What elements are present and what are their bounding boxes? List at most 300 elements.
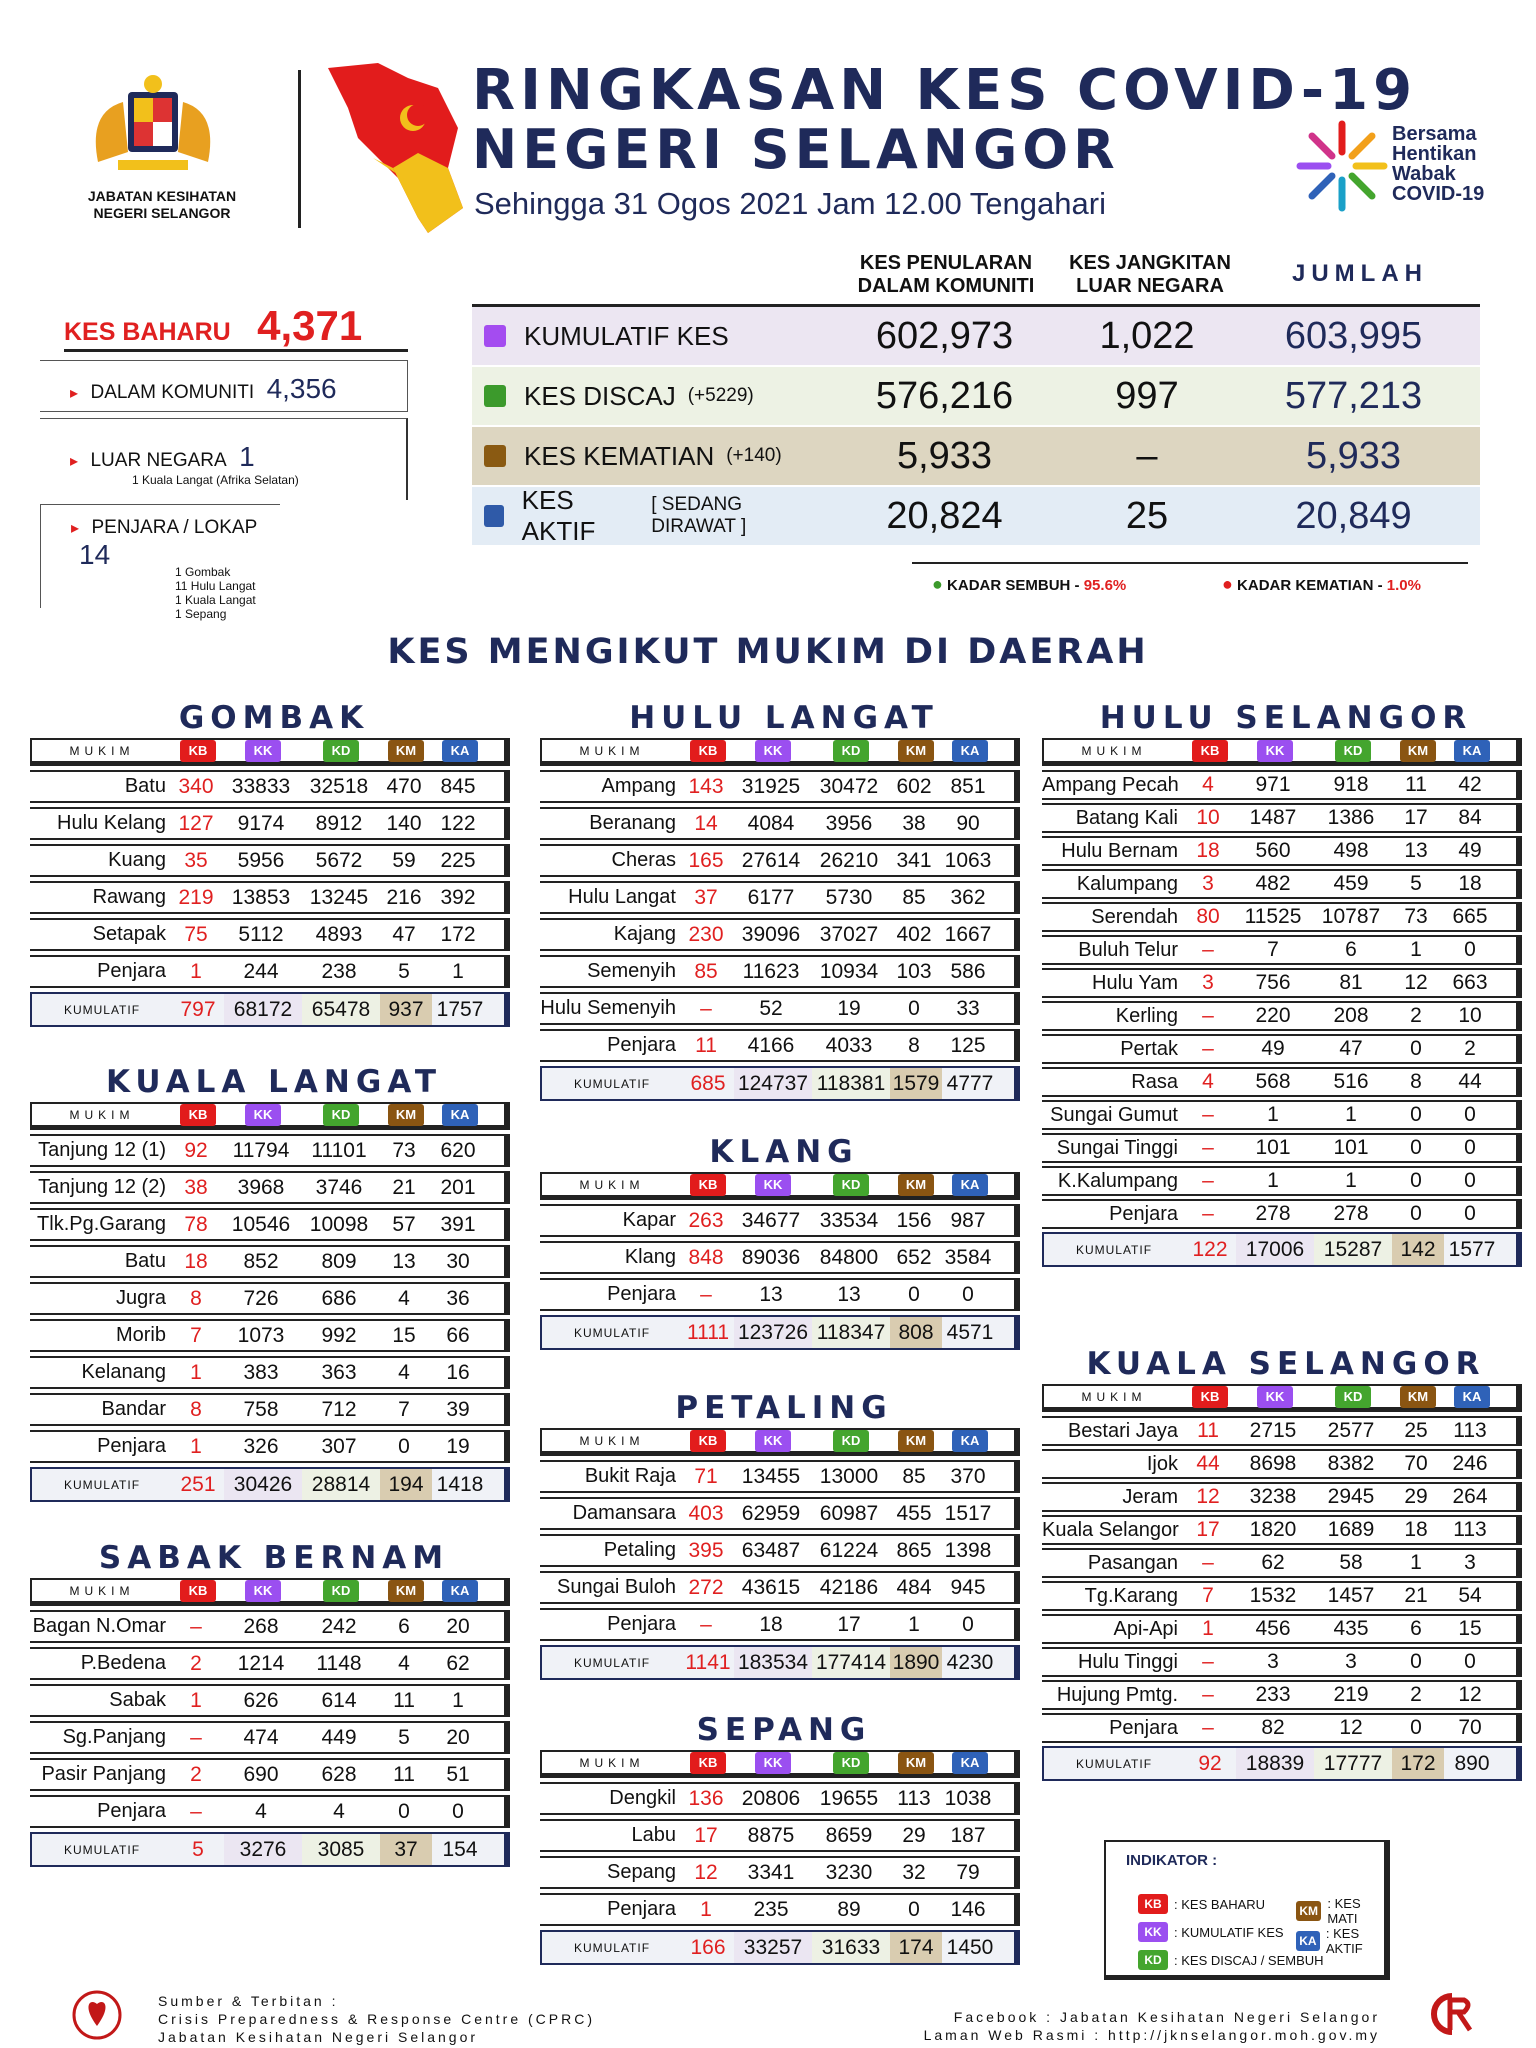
cell-kk: 13 (759, 1282, 783, 1306)
header-cell (380, 1580, 432, 1602)
cell-kb: 1 (1202, 1617, 1214, 1640)
cell-km: 13 (392, 1249, 416, 1273)
mukim-name: Jugra (115, 1287, 166, 1309)
cell-kb: 127 (178, 811, 214, 835)
cell-kk: 3 (1267, 1650, 1279, 1673)
header-kb-pill: KB (180, 1104, 216, 1126)
total-km: 37 (380, 1834, 432, 1865)
total-km: 1579 (890, 1068, 942, 1099)
summary-row-label (472, 441, 822, 472)
cell-kd: 42186 (819, 1575, 879, 1599)
cell-ka: 113 (1453, 1419, 1487, 1442)
cell-kk: 474 (243, 1725, 279, 1749)
header-km-pill: KM (388, 740, 424, 762)
total-ka: 1418 (436, 1472, 484, 1496)
mukim-name: Sepang (607, 1861, 676, 1883)
header-divider (298, 70, 301, 228)
cell-kk: 690 (243, 1762, 279, 1786)
summary-label-text: KES DISCAJ (524, 380, 676, 411)
cell-ka: 10 (1458, 1004, 1482, 1027)
mukim-name: Tanjung 12 (1) (38, 1139, 166, 1161)
district-table (1042, 1384, 1522, 1781)
table-row (540, 1029, 1020, 1062)
district-table (30, 1578, 510, 1867)
cell-kb: 263 (688, 1208, 724, 1232)
cell-km: 0 (1410, 1202, 1422, 1225)
cell-kd: 712 (321, 1397, 357, 1421)
table-row (540, 918, 1020, 951)
mukim-name: Penjara (607, 1034, 676, 1056)
header-ka-pill: KA (442, 1104, 478, 1126)
cell-km: 13 (1404, 839, 1428, 862)
cell-kb: 92 (184, 1138, 208, 1162)
table-row (30, 1721, 510, 1754)
mukim-name: Tg.Karang (1084, 1584, 1178, 1607)
table-row (1042, 935, 1522, 965)
cell-kb: 10 (1196, 806, 1220, 829)
cell-kk: 4084 (747, 811, 795, 835)
district-table (540, 1172, 1020, 1350)
cell-kd: 89 (837, 1897, 861, 1921)
header-kd-pill: KD (1335, 1386, 1371, 1408)
header-kk-pill: KK (755, 1752, 791, 1774)
total-ka: 4571 (946, 1320, 994, 1344)
total-label: KUMULATIF (1075, 1242, 1153, 1257)
community-box (40, 360, 408, 412)
table-row (1042, 1515, 1522, 1545)
death-value: 1.0% (1386, 577, 1421, 594)
table-row (1042, 1034, 1522, 1064)
cell-km: 6 (1410, 1617, 1422, 1640)
mukim-name: Penjara (607, 1283, 676, 1305)
header-cell (942, 1752, 998, 1774)
cell-km: 5 (1410, 872, 1422, 895)
table-total-row (30, 992, 510, 1027)
cell-kb: – (1202, 1169, 1214, 1192)
cell-kb: 395 (688, 1538, 724, 1562)
recovery-rate (932, 574, 1126, 595)
header-kk-pill: KK (245, 1580, 281, 1602)
header-cell (172, 740, 224, 762)
cell-km: 1 (908, 1612, 920, 1636)
district-title: KUALA LANGAT (105, 1064, 443, 1100)
summary-community: 576,216 (875, 374, 1014, 417)
cell-kd: 498 (1333, 839, 1369, 862)
cell-kd: 101 (1333, 1136, 1369, 1159)
cell-km: 85 (902, 885, 926, 909)
table-header-row (1042, 738, 1522, 766)
cell-kd: 33534 (819, 1208, 879, 1232)
table-total-row (1042, 1232, 1522, 1267)
cell-kb: 17 (694, 1823, 718, 1847)
header-cell (432, 740, 488, 762)
moh-seal-icon (62, 1990, 132, 2040)
table-row (540, 1782, 1020, 1815)
summary-community: 5,933 (896, 434, 993, 477)
cell-km: 47 (392, 922, 416, 946)
legend-km (1296, 1896, 1384, 1926)
table-row (1042, 1647, 1522, 1677)
cell-kk: 34677 (741, 1208, 801, 1232)
campaign-line: Bersama (1392, 123, 1477, 145)
header-kk-pill: KK (755, 1430, 791, 1452)
total-kb: 122 (1192, 1237, 1228, 1261)
cell-km: 0 (1410, 1169, 1422, 1192)
cell-ka: 113 (1453, 1518, 1487, 1541)
mukim-name: Ampang Pecah (1042, 773, 1179, 796)
cell-kb: 3 (1202, 872, 1214, 895)
mukim-name: Batang Kali (1075, 806, 1178, 829)
table-row (1042, 1199, 1522, 1229)
cell-kb: 11 (1197, 1419, 1219, 1442)
cell-ka: 1038 (944, 1786, 992, 1810)
cell-km: 4 (398, 1286, 410, 1310)
table-row (30, 807, 510, 840)
district-table (540, 738, 1020, 1101)
table-total-row (540, 1645, 1020, 1680)
cell-km: 8 (1410, 1070, 1422, 1093)
header-cell (734, 1430, 812, 1452)
total-label: KUMULATIF (573, 1076, 651, 1091)
imported-box (40, 418, 408, 500)
table-row (1042, 1449, 1522, 1479)
header-kb-pill: KB (1192, 740, 1228, 762)
header-kb-pill: KB (1192, 1386, 1228, 1408)
total-kk: 3276 (224, 1834, 302, 1865)
table-row (30, 918, 510, 951)
red-dot-icon: ● (1222, 574, 1233, 594)
legend-ka-text: : KES AKTIF (1325, 1926, 1363, 1956)
cell-kd: 628 (321, 1762, 357, 1786)
cell-kk: 756 (1255, 971, 1291, 994)
total-kk: 33257 (734, 1932, 812, 1963)
footer-contact (860, 2008, 1380, 2044)
cell-kb: 44 (1196, 1452, 1220, 1475)
green-dot-icon: ● (932, 574, 943, 594)
header-cell (1236, 740, 1314, 762)
new-cases-header (64, 302, 408, 352)
header-kk-pill: KK (755, 740, 791, 762)
header-kd-pill: KD (1335, 740, 1371, 762)
total-km: 937 (380, 994, 432, 1025)
cell-kb: – (190, 1799, 202, 1823)
table-row (30, 770, 510, 803)
cell-kk: 11794 (232, 1138, 290, 1162)
mukim-name: Dengkil (609, 1787, 676, 1809)
header-km-pill: KM (898, 740, 934, 762)
header-kb-pill: KB (690, 740, 726, 762)
table-row (540, 1460, 1020, 1493)
legend-kk (1138, 1922, 1284, 1942)
header-kb-pill: KB (180, 1580, 216, 1602)
district-table (1042, 738, 1522, 1267)
cell-ka: 20 (446, 1614, 470, 1638)
cell-kd: 8659 (825, 1823, 873, 1847)
cell-ka: 0 (1464, 1103, 1476, 1126)
header-cell (942, 1174, 998, 1196)
district-title: PETALING (675, 1390, 893, 1426)
cell-km: 602 (896, 774, 932, 798)
mukim-name: Pasir Panjang (41, 1763, 166, 1785)
header-ka-pill: KA (442, 1580, 478, 1602)
cell-km: 0 (1410, 1136, 1422, 1159)
cell-ka: 187 (950, 1823, 986, 1847)
cell-kb: – (700, 1282, 712, 1306)
header-km-pill: KM (1400, 1386, 1436, 1408)
district-table (540, 1750, 1020, 1965)
cell-kk: 3341 (747, 1860, 795, 1884)
cell-ka: 370 (950, 1464, 986, 1488)
total-kk: 124737 (734, 1068, 812, 1099)
cell-kk: 852 (243, 1249, 279, 1273)
total-km: 142 (1392, 1234, 1444, 1265)
header-kd-pill: KD (323, 1580, 359, 1602)
header-kk-pill: KK (245, 1104, 281, 1126)
table-row (1042, 1133, 1522, 1163)
cell-kk: 456 (1255, 1617, 1291, 1640)
mukim-name: Hulu Kelang (57, 812, 166, 834)
cell-kd: 1 (1345, 1103, 1357, 1126)
table-header-row (30, 1102, 510, 1130)
table-row (1042, 1548, 1522, 1578)
header-mukim: MUKIM (1081, 743, 1147, 758)
legend-title: INDIKATOR : (1126, 1852, 1218, 1869)
cell-ka: 18 (1458, 872, 1482, 895)
mukim-name: Semenyih (587, 960, 676, 982)
table-total-row (30, 1467, 510, 1502)
cell-kd: 516 (1333, 1070, 1369, 1093)
header-cell (890, 1430, 942, 1452)
total-label: KUMULATIF (573, 1325, 651, 1340)
mukim-name: Bandar (101, 1398, 166, 1420)
summary-imported: 1,022 (1099, 314, 1195, 357)
table-row (1042, 1482, 1522, 1512)
table-row (30, 1430, 510, 1463)
table-row (1042, 1416, 1522, 1446)
summary-total: 603,995 (1284, 314, 1423, 357)
header-mukim: MUKIM (69, 743, 135, 758)
new-cases-label: KES BAHARU (64, 318, 231, 346)
cell-kd: 3746 (315, 1175, 363, 1199)
cell-kb: 2 (190, 1651, 202, 1675)
cell-kd: 363 (321, 1360, 357, 1384)
cell-kk: 326 (243, 1434, 279, 1458)
table-header-row (540, 1428, 1020, 1456)
total-kd: 15287 (1314, 1234, 1392, 1265)
header-kd-pill: KD (323, 740, 359, 762)
district-title: HULU LANGAT (629, 700, 939, 736)
cell-kd: 47 (1339, 1037, 1363, 1060)
cell-kb: 18 (1196, 839, 1220, 862)
mukim-name: Penjara (97, 1800, 166, 1822)
district-table (540, 1428, 1020, 1680)
cell-km: 8 (908, 1033, 920, 1057)
cell-kb: 14 (694, 811, 718, 835)
header-cell (890, 740, 942, 762)
header-cell (302, 740, 380, 762)
cell-kb: 2 (190, 1762, 202, 1786)
header-cell (812, 1430, 890, 1452)
header-cell (432, 1580, 488, 1602)
header-kb-pill: KB (180, 740, 216, 762)
header-cell (734, 740, 812, 762)
cell-kd: 1148 (316, 1651, 362, 1675)
cell-km: 402 (896, 922, 932, 946)
cell-ka: 0 (1464, 1650, 1476, 1673)
header-kd-pill: KD (833, 1752, 869, 1774)
cell-ka: 90 (956, 811, 980, 835)
cell-kb: 4 (1202, 773, 1214, 796)
cell-km: 73 (392, 1138, 416, 1162)
summary-row (472, 487, 1480, 545)
cell-kb: – (1202, 1650, 1214, 1673)
summary-color-swatch (484, 385, 506, 407)
table-row (30, 1171, 510, 1204)
cell-kk: 10546 (231, 1212, 291, 1236)
total-km: 808 (890, 1317, 942, 1348)
cell-kd: 61224 (819, 1538, 879, 1562)
mukim-name: Sungai Tinggi (1056, 1136, 1178, 1159)
cell-kk: 62 (1261, 1551, 1285, 1574)
cell-kk: 971 (1255, 773, 1291, 796)
table-row (30, 1610, 510, 1643)
cell-ka: 30 (446, 1249, 470, 1273)
cell-kb: – (190, 1725, 202, 1749)
cell-km: 73 (1404, 905, 1428, 928)
cell-kk: 1 (1267, 1103, 1279, 1126)
cell-kd: 918 (1333, 773, 1369, 796)
cell-kd: 278 (1333, 1202, 1369, 1225)
summary-label-extra: (+5229) (687, 385, 754, 406)
cell-kk: 1487 (1249, 806, 1297, 829)
table-total-row (540, 1930, 1020, 1965)
header-km-pill: KM (1400, 740, 1436, 762)
district-title: GOMBAK (178, 700, 370, 736)
cell-kd: 238 (321, 959, 357, 983)
imported-value: 1 (239, 441, 255, 472)
cell-kk: 235 (753, 1897, 789, 1921)
cell-ka: 39 (446, 1397, 470, 1421)
cell-kk: 244 (243, 959, 279, 983)
mukim-name: Rasa (1131, 1070, 1178, 1093)
col-header-total: JUMLAH (1292, 260, 1428, 287)
cell-ka: 1517 (944, 1501, 992, 1525)
cell-kd: 3956 (825, 811, 873, 835)
total-kd: 118381 (812, 1068, 890, 1099)
cell-ka: 122 (440, 811, 476, 835)
cell-ka: 15 (1458, 1617, 1482, 1640)
header-mukim: MUKIM (579, 1433, 645, 1448)
cell-ka: 172 (440, 922, 476, 946)
header-cell (380, 740, 432, 762)
table-total-row (540, 1315, 1020, 1350)
mukim-name: Sungai Gumut (1050, 1103, 1178, 1126)
table-row (30, 1684, 510, 1717)
summary-total: 5,933 (1305, 434, 1402, 477)
cell-kk: 7 (1267, 938, 1279, 961)
table-row (1042, 1680, 1522, 1710)
cell-kb: 7 (190, 1323, 202, 1347)
cell-ka: 79 (956, 1860, 980, 1884)
mukim-name: Tlk.Pg.Garang (37, 1213, 166, 1235)
cell-km: 0 (398, 1799, 410, 1823)
cell-kd: 19655 (819, 1786, 879, 1810)
cell-kd: 30472 (819, 774, 879, 798)
header-cell (172, 1104, 224, 1126)
cell-kb: 8 (190, 1397, 202, 1421)
summary-row-label (472, 321, 822, 352)
legend-kd-pill: KD (1138, 1950, 1168, 1970)
cell-kd: 10934 (819, 959, 879, 983)
header-kk-pill: KK (1257, 1386, 1293, 1408)
summary-community: 602,973 (875, 314, 1014, 357)
cell-ka: 125 (950, 1033, 986, 1057)
total-kk: 17006 (1236, 1234, 1314, 1265)
total-label: KUMULATIF (63, 1002, 141, 1017)
cell-kk: 31925 (741, 774, 801, 798)
cell-kk: 82 (1261, 1716, 1285, 1739)
mukim-name: Bukit Raja (584, 1465, 676, 1487)
cell-kk: 101 (1255, 1136, 1291, 1159)
total-kk: 30426 (224, 1469, 302, 1500)
cell-kk: 3968 (237, 1175, 285, 1199)
header-cell (1184, 1386, 1236, 1408)
mukim-name: Api-Api (1113, 1617, 1178, 1640)
cell-kd: 8912 (315, 811, 363, 835)
cell-kd: 208 (1333, 1004, 1369, 1027)
cell-ka: 51 (446, 1762, 470, 1786)
cell-kd: 84800 (819, 1245, 879, 1269)
cell-kb: – (700, 996, 712, 1020)
cell-kb: – (1202, 938, 1214, 961)
header-km-pill: KM (388, 1104, 424, 1126)
table-row (540, 1608, 1020, 1641)
total-kb: 251 (180, 1472, 216, 1496)
cell-ka: 36 (446, 1286, 470, 1310)
mukim-name: Penjara (1109, 1202, 1178, 1225)
cell-kd: 11101 (311, 1138, 367, 1162)
new-cases-value: 4,371 (257, 302, 363, 349)
cell-km: 12 (1404, 971, 1428, 994)
cell-ka: 0 (962, 1282, 974, 1306)
cell-km: 70 (1404, 1452, 1428, 1475)
header-cell (380, 1104, 432, 1126)
cell-ka: 392 (440, 885, 476, 909)
mukim-name: Setapak (92, 923, 166, 945)
table-row (1042, 869, 1522, 899)
table-row (30, 1795, 510, 1828)
campaign-line: Hentikan (1392, 143, 1477, 165)
table-header-row (540, 1750, 1020, 1778)
legend-ka (1296, 1926, 1384, 1956)
summary-color-swatch (484, 505, 504, 527)
header-ka-pill: KA (442, 740, 478, 762)
cell-kd: 435 (1333, 1617, 1369, 1640)
summary-total: 577,213 (1284, 374, 1423, 417)
cell-ka: 620 (440, 1138, 476, 1162)
mukim-name: Bagan N.Omar (32, 1615, 166, 1637)
header-kd-pill: KD (323, 1104, 359, 1126)
bullet-icon: ▸ (70, 453, 79, 470)
header-cell (224, 740, 302, 762)
header-cell (1444, 1386, 1500, 1408)
cell-ka: 264 (1452, 1485, 1488, 1508)
cell-kb: 12 (1196, 1485, 1220, 1508)
mukim-name: Sungai Buloh (557, 1576, 676, 1598)
summary-color-swatch (484, 325, 506, 347)
header-cell (1314, 1386, 1392, 1408)
cell-kd: 1 (1345, 1169, 1357, 1192)
